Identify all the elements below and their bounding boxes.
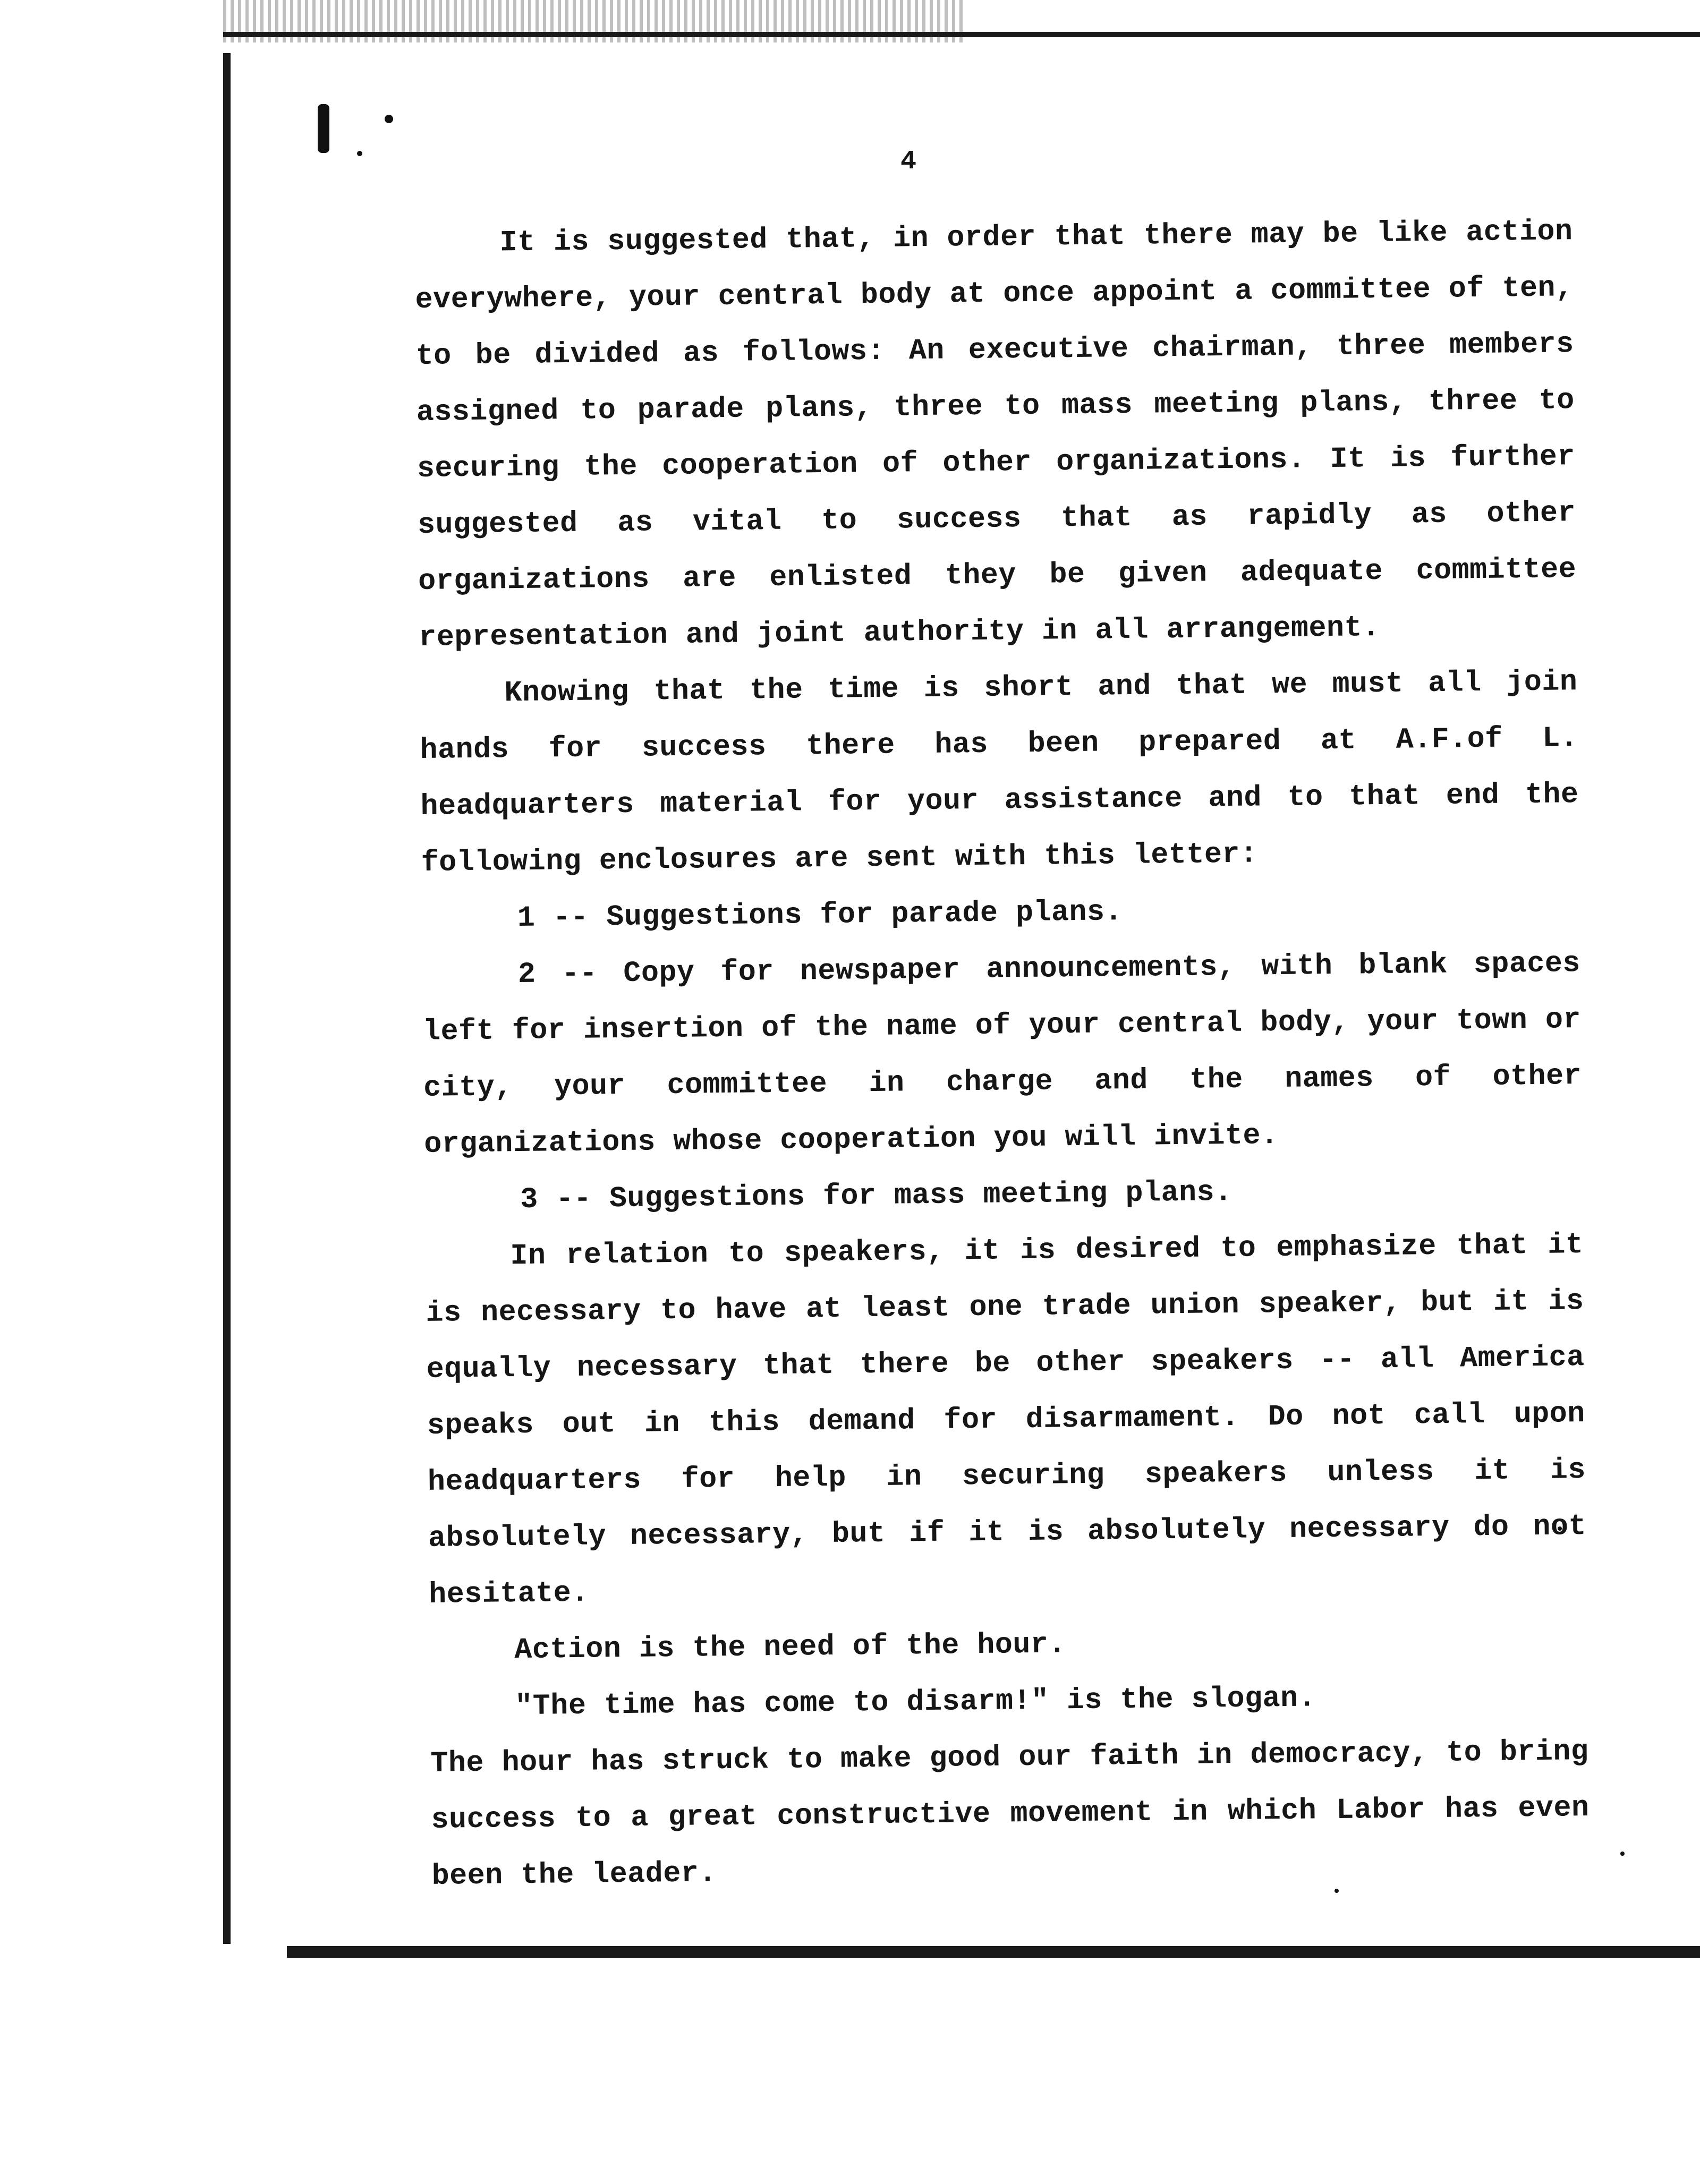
letter-body [414,203,1590,1905]
enclosure-item-1: 1 -- Suggestions for parade plans. [517,895,1123,935]
paragraph-enclosures: Knowing that the time is short and that we must all join hands for success there has been prepared at A.F.of L. headquarters material for your assistance and to that end the following enclosures are sent with this letter: [420,665,1579,880]
paragraph-slogan: "The time has come to disarm!" is the slogan. [515,1681,1316,1724]
page-border-bottom [287,1946,1700,1958]
paragraph-speakers: In relation to speakers, it is desired to emphasize that it is necessary to have at least one trade union speaker, but it is equally necessary that there be other speakers -- all America speaks out in this demand for disarmament. Do not call upon headquarters for help in securing speakers unless it is absolutely necessary, but if it is absolutely necessary do not hesitate. [426,1228,1587,1611]
page-border-left [223,53,231,1944]
margin-mark [318,104,329,153]
scan-speck [357,151,362,156]
page-border-top [223,32,1700,37]
scan-speck [385,115,393,123]
paragraph-committee: It is suggested that, in order that there may be like action everywhere, your central body at once appoint a committee of ten, to be divided as follows: An executive chairman, three members assigned to parade plans, three to mass meeting plans, three to securing the cooperation of other organizations. It is further suggested as vital to success that as rapidly as other organizations are enlisted they be given adequate committee representation and joint authority in all arrangement. [415,215,1577,654]
paragraph-action: Action is the need of the hour. [514,1627,1067,1667]
enclosure-item-3: 3 -- Suggestions for mass meeting plans. [520,1175,1232,1217]
enclosure-item-2: 2 -- Copy for newspaper announcements, with blank spaces left for insertion of the name of your central body, your town or city, your committee in charge and the names of other organizations whose cooperation you will invite. [422,946,1582,1161]
page-number: 4 [900,147,916,177]
paragraph-closing: The hour has struck to make good our faith in democracy, to bring success to a great constructive movement in which Labor has even been the leader. [430,1735,1590,1893]
scan-speck [1620,1852,1625,1856]
